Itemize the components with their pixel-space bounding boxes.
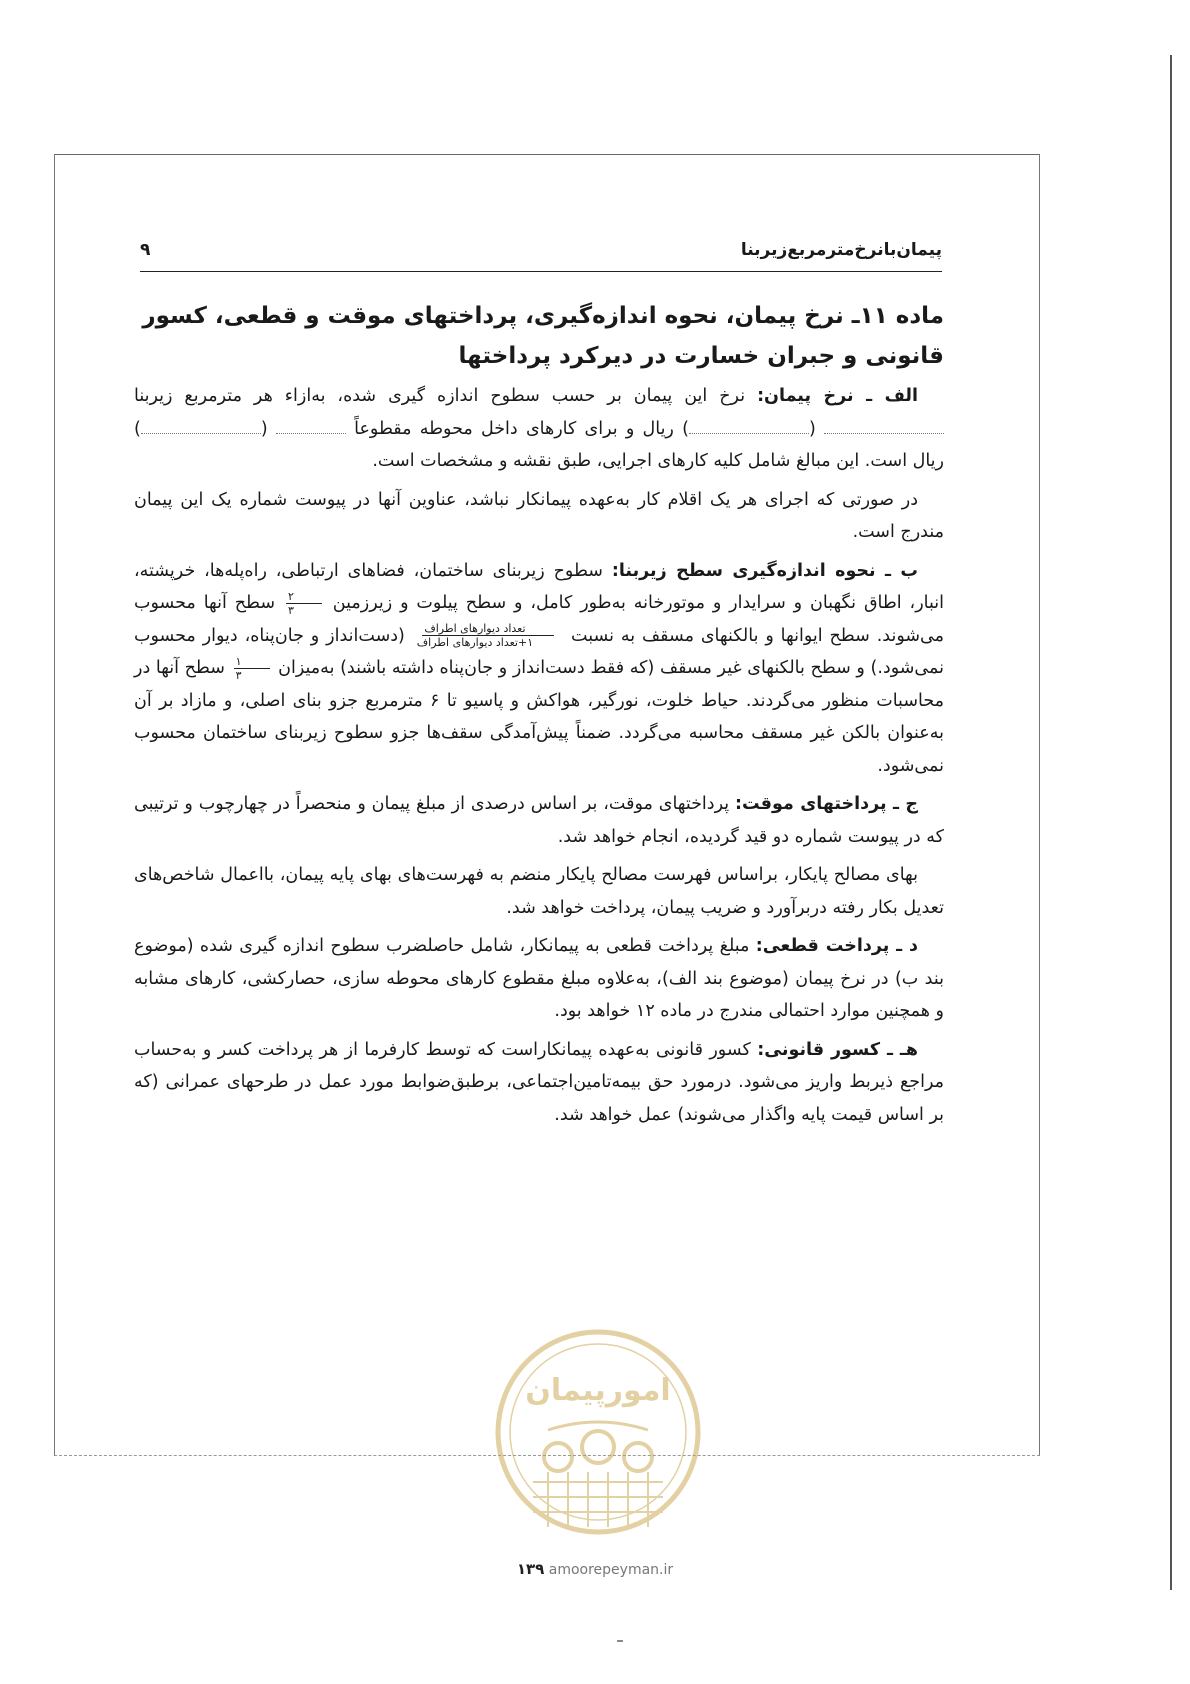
fraction-numerator: تعداد دیوارهای اطراف [422,622,553,636]
fraction-walls [415,622,561,649]
section-dal-text: مبلغ پرداخت قطعی به پیمانکار، شامل حاصلضرب سطوح اندازه گیری شده (موضوع بند ب) در نرخ پیمان (موضوع بند الف)، به‌علاوه مبلغ مقطوع کارهای محوطه سازی، حصارکشی، کارهای مشابه و همچنین موارد احتمالی مندرج در ماده ۱۲ خواهد بود. [134,936,944,1021]
section-alef-text-3: ریال است. این مبالغ شامل کلیه کارهای اجرایی، طبق نقشه و مشخصات است. [372,451,944,471]
section-dal-lead: د ـ پرداخت قطعی: [755,936,918,956]
section-jim-text: پرداختهای موقت، بر اساس درصدی از مبلغ پیمان و منحصراً در چهارچوب و ترتیبی که در پیوست شماره دو قید گردیده، انجام خواهد شد. [134,794,944,847]
fraction-denominator: ۱+تعداد دیوارهای اطراف [416,636,534,649]
section-alef: الف ـ نرخ پیمان: نرخ این پیمان بر حسب سطوح اندازه گیری شده، به‌ازاء هر مترمربع زیربنا () ریال و برای کارهای داخل محوطه مقطوعاً () ریال است. این مبالغ شامل کلیه کارهای اجرایی، طبق نقشه و مشخصات است. [134,386,944,471]
page-footer [480,1560,710,1578]
fraction-two-thirds [286,590,322,617]
fraction-numerator: ۱ [234,655,270,669]
section-be-lead: ب ـ نحوه اندازه‌گیری سطح زیربنا: [611,560,919,581]
header-divider [140,271,942,272]
section-alef-lead: الف ـ نرخ پیمان: [757,386,918,406]
fraction-one-third [234,655,270,682]
section-be-text-3: (دست‌انداز و جان‌پناه، دیوار محسوب نمی‌شود.) و سطح بالکنهای غیر مسقف (که فقط دست‌انداز و جان‌پناه داشته باشند) به‌میزان [134,625,944,678]
section-alef-text-2: ریال و برای کارهای داخل محوطه مقطوعاً [354,418,683,439]
fraction-denominator: ۳ [235,668,242,682]
section-jim-lead: ج ـ پرداختهای موقت: [735,794,919,814]
section-jim [134,788,944,853]
scan-speck [617,1640,623,1642]
section-he-text: کسور قانونی به‌عهده پیمانکاراست که توسط کارفرما از هر پرداخت کسر و به‌حساب مراجع ذیربط واریز می‌شود. درمورد حق بیمه‌تامین‌اجتماعی، برطبق‌ضوابط مورد عمل در طرحهای عمرانی (که بر اساس قیمت پایه واگذار می‌شوند) عمل خواهد شد. [134,1039,944,1125]
section-be-text-4: سطح آنها در محاسبات منظور می‌گردند. حیاط خلوت، نورگیر، هواکش و پاسیو تا ۶ مترمربع جزو بنای اصلی، و مازاد بر آن به‌عنوان بالکن غیر مسقف محاسبه می‌گردد. ضمناً پیش‌آمدگی سقف‌ها جزو سطوح زیربنای ساختمان محسوب نمی‌شود. [134,658,944,776]
rate-words-blank-field[interactable] [689,433,809,434]
section-be-text-2: سطح آنها محسوب می‌شوند. سطح ایوانها و بالکنهای مسقف به نسبت [134,593,944,646]
section-he [134,1034,944,1132]
watermark-seal-logo [488,1322,708,1542]
footer-site-url[interactable]: amoorepeyman.ir [548,1562,674,1578]
fraction-denominator: ۳ [287,603,294,617]
document-body [134,296,944,1137]
section-alef-note: در صورتی که اجرای هر یک اقلام کار به‌عهده پیمانکار نباشد، عناوین آنها در پیوست شماره یک این پیمان مندرج است. [134,489,944,542]
running-header [140,238,942,272]
section-he-lead: هـ ـ کسور قانونی: [757,1039,918,1060]
yard-words-blank-field[interactable] [141,433,261,434]
section-be-text-1: سطوح زیربنای ساختمان، فضاهای ارتباطی، راه‌پله‌ها، خرپشته، انبار، اطاق نگهبان و سرایدار و موتورخانه به‌طور کامل، و سطح پیلوت و زیرزمین [134,560,944,613]
rate-blank-field[interactable] [824,433,944,434]
section-alef-text-1: نرخ این پیمان بر حسب سطوح اندازه گیری شده، به‌ازاء هر مترمربع زیربنا [134,386,758,406]
watermark-text: امورپیمان [525,1373,671,1408]
footer-page-number: ۱۳۹ [516,1560,545,1578]
fraction-numerator: ۲ [286,590,322,604]
section-be [134,555,944,783]
yard-blank-field[interactable] [276,433,346,434]
article-title: ماده ۱۱ـ نرخ پیمان، نحوه اندازه‌گیری، پرداختهای موقت و قطعی، کسور قانونی و جبران خسارت در دیرکرد پرداختها [142,303,944,369]
section-jim-note: بهای مصالح پایکار، براساس فهرست مصالح پایکار منضم به فهرست‌های بهای پایه پیمان، بااعمال شاخص‌های تعدیل بکار رفته دربرآورد و ضریب پیمان، پرداخت خواهد شد. [134,865,944,918]
right-margin-rule [1170,55,1172,1590]
header-page-number: ۹ [140,240,151,260]
section-dal [134,930,944,1028]
header-title: پیمان‌بانرخ‌مترمربع‌زیربنا [740,240,942,260]
